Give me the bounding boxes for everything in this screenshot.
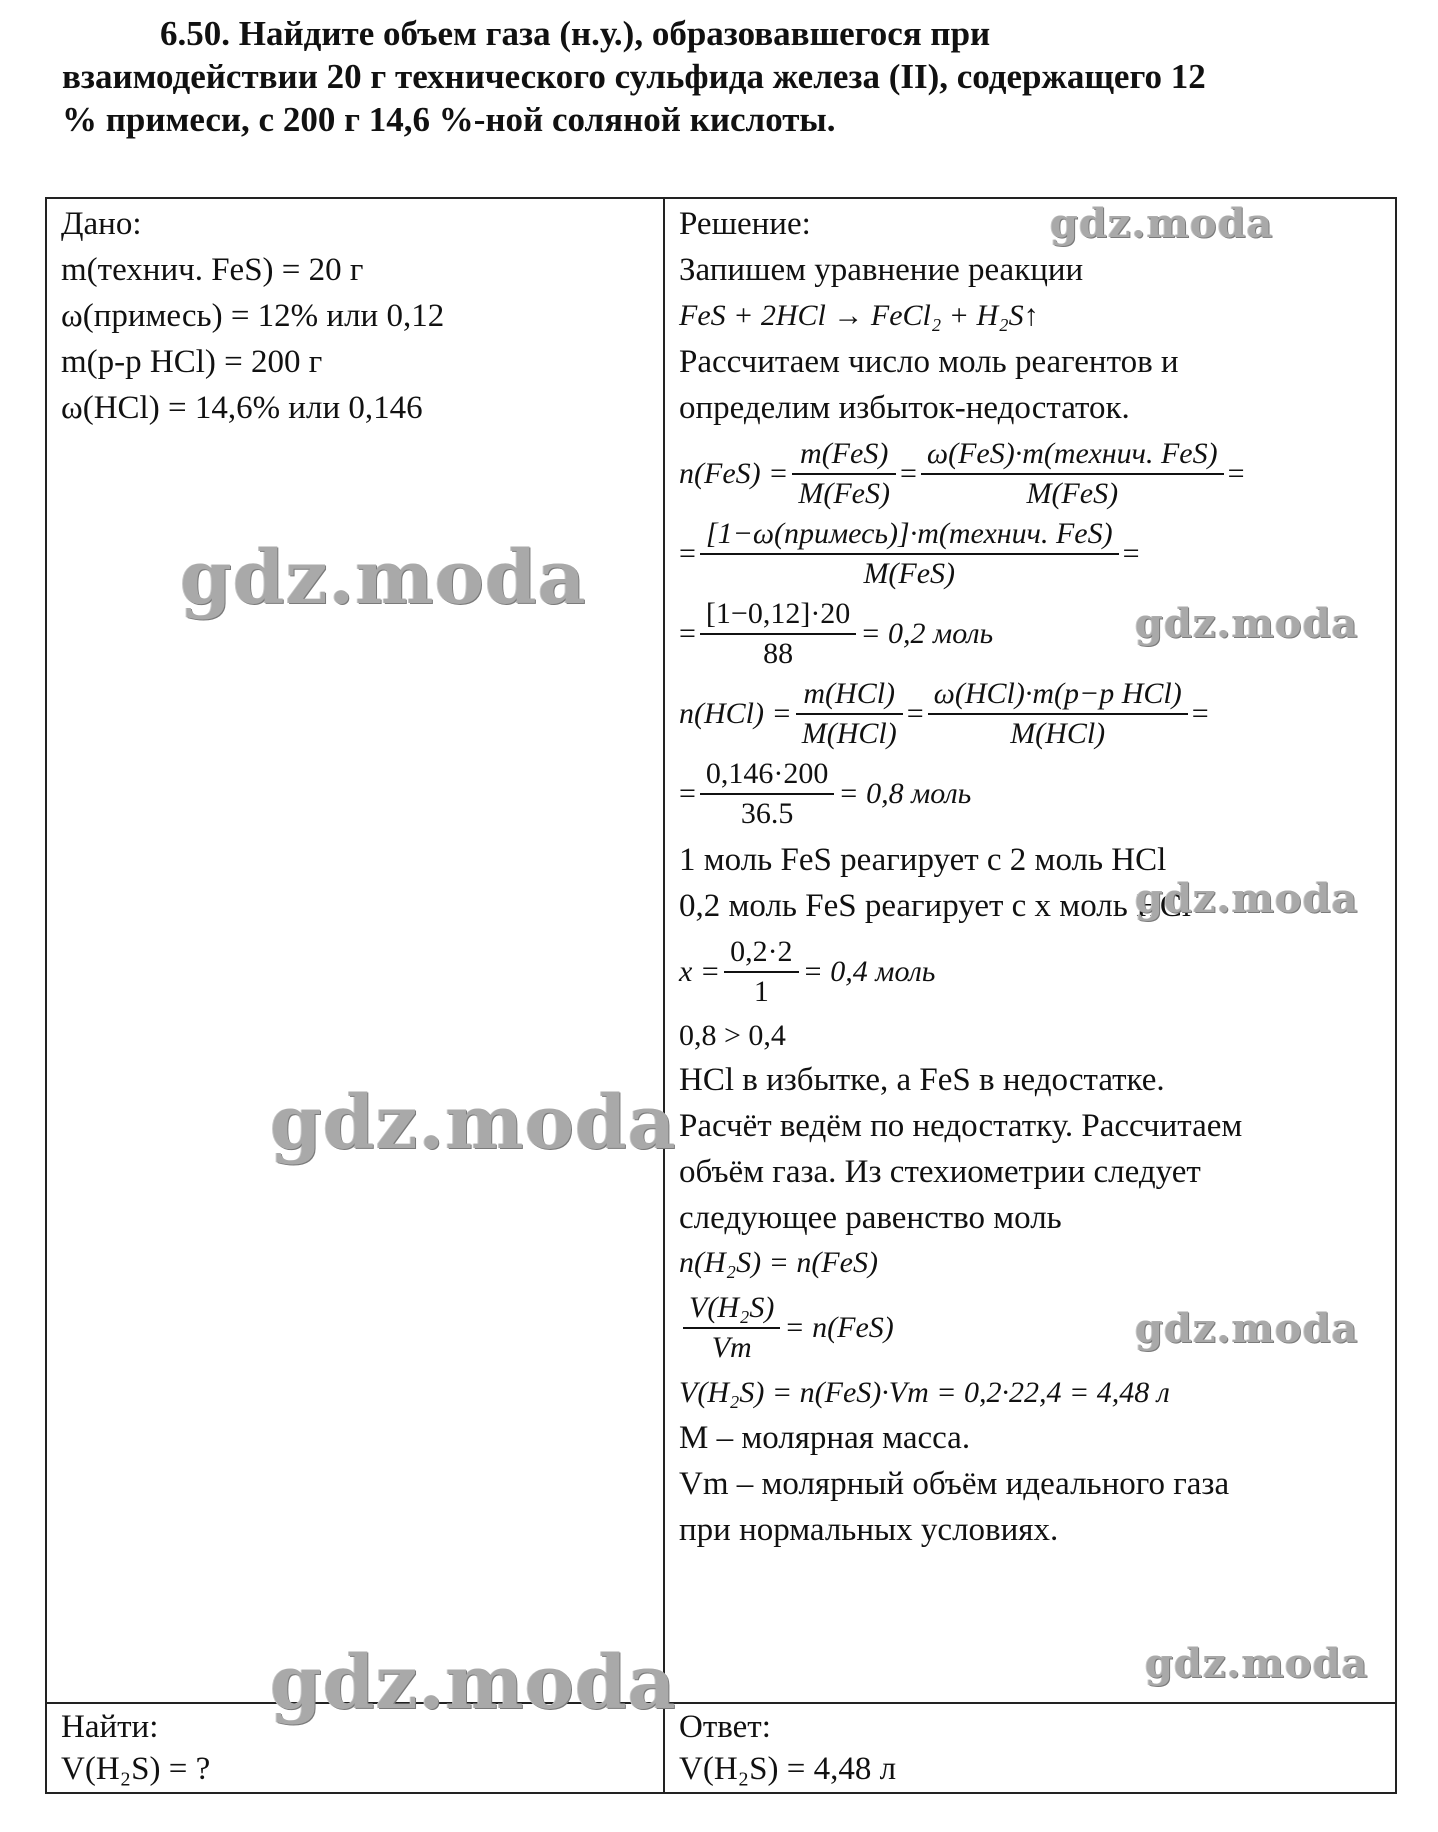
calc-basis-text: Расчёт ведём по недостатку. Рассчитаем bbox=[679, 1108, 1243, 1144]
numerator: [1−0,12]·20 bbox=[700, 597, 856, 635]
watermark-logo: gdz.moda bbox=[180, 535, 587, 621]
numerator: V(H₂S) bbox=[683, 1291, 780, 1329]
calc-basis-text: следующее равенство моль bbox=[679, 1200, 1062, 1236]
answer-value: V(H₂S) = 4,48 л bbox=[679, 1751, 897, 1787]
nfes-lhs: n(FeS) = bbox=[679, 457, 789, 490]
nhcl-result: = 0,8 моль bbox=[838, 777, 972, 810]
numerator: 0,146·200 bbox=[700, 757, 835, 795]
volume-ratio-rhs: = n(FeS) bbox=[784, 1311, 894, 1344]
fraction bbox=[700, 757, 835, 831]
given-line: ω(примесь) = 12% или 0,12 bbox=[61, 298, 445, 334]
legend-molar-mass: M – молярная масса. bbox=[679, 1420, 971, 1456]
fraction bbox=[724, 935, 799, 1009]
given-line: m(р-р HCl) = 200 г bbox=[61, 344, 323, 380]
find-heading: Найти: bbox=[61, 1709, 159, 1745]
watermark-logo: gdz.moda bbox=[1050, 200, 1274, 247]
x-lhs: x = bbox=[679, 955, 721, 988]
watermark-logo: gdz.moda bbox=[1135, 875, 1359, 922]
denominator: 36.5 bbox=[740, 797, 794, 830]
problem-line-1: 6.50. Найдите объем газа (н.у.), образовавшегося при bbox=[160, 14, 991, 53]
comparison: 0,8 > 0,4 bbox=[679, 1019, 786, 1052]
denominator: M(FeS) bbox=[798, 477, 890, 510]
given-line: ω(HCl) = 14,6% или 0,146 bbox=[61, 390, 423, 426]
denominator: 88 bbox=[763, 637, 794, 670]
solution-table bbox=[45, 197, 1397, 1794]
fraction bbox=[796, 677, 903, 751]
given-line: m(технич. FeS) = 20 г bbox=[61, 252, 364, 288]
write-equation-text: Запишем уравнение реакции bbox=[679, 252, 1084, 288]
fraction bbox=[928, 677, 1188, 751]
watermark-logo: gdz.moda bbox=[1145, 1640, 1369, 1687]
ratio-text: 1 моль FeS реагирует с 2 моль HCl bbox=[679, 842, 1167, 878]
solution-cell bbox=[664, 198, 1396, 1703]
legend-molar-volume: Vm – молярный объём идеального газа bbox=[679, 1466, 1230, 1502]
ratio-text: 0,2 моль FeS реагирует с x моль HCl bbox=[679, 888, 1192, 924]
solution-heading: Решение: bbox=[679, 206, 811, 242]
excess-text: HCl в избытке, а FeS в недостатке. bbox=[679, 1062, 1165, 1098]
nfes-result: = 0,2 моль bbox=[860, 617, 994, 650]
problem-line-3: % примеси, с 200 г 14,6 %-ной соляной кислоты. bbox=[62, 100, 836, 139]
fraction bbox=[683, 1291, 780, 1365]
answer-cell bbox=[664, 1703, 1396, 1793]
nfes-equation-3: = $\frac{[1-0,12]\cdot 20}{88}$ = 0,2 моль bbox=[679, 597, 994, 670]
given-cell bbox=[46, 198, 664, 1703]
moles-equality: n(H₂S) = n(FeS) bbox=[679, 1246, 878, 1279]
denominator: 1 bbox=[753, 975, 769, 1008]
fraction bbox=[921, 437, 1224, 511]
watermark-logo: gdz.moda bbox=[1135, 600, 1359, 647]
numerator: ω(HCl)·m(р−р HCl) bbox=[928, 677, 1188, 715]
given-heading: Дано: bbox=[61, 206, 142, 242]
problem-statement bbox=[62, 12, 1392, 141]
nhcl-equation-1: n(HCl) = $\frac{\text{m(HCl)}}{\text{M(HCl)}}$ = $\frac{\text{ω(HCl)·m(р−р HCl)}}{\text{M(HCl)}}$ = bbox=[679, 677, 1209, 750]
legend-molar-volume: при нормальных условиях. bbox=[679, 1512, 1059, 1548]
watermark-logo: gdz.moda bbox=[270, 1640, 677, 1726]
find-value: V(H₂S) = ? bbox=[61, 1751, 211, 1787]
reaction-equation: FeS + 2HCl → FeCl₂ + H₂S↑ bbox=[679, 299, 1039, 332]
denominator: Vm bbox=[711, 1331, 752, 1364]
watermark-logo: gdz.moda bbox=[270, 1080, 677, 1166]
problem-line-2: взаимодействии 20 г технического сульфида железа (II), содержащего 12 bbox=[62, 57, 1206, 96]
fraction bbox=[792, 437, 896, 511]
numerator: m(HCl) bbox=[796, 677, 903, 715]
watermark-logo: gdz.moda bbox=[1135, 1305, 1359, 1352]
denominator: M(FeS) bbox=[863, 557, 956, 590]
calc-moles-text: Рассчитаем число моль реагентов и bbox=[679, 344, 1179, 380]
volume-ratio-equation bbox=[679, 1291, 1381, 1365]
denominator: M(HCl) bbox=[1010, 717, 1106, 750]
numerator: 0,2·2 bbox=[724, 935, 799, 973]
numerator: m(FeS) bbox=[792, 437, 896, 475]
nfes-equation-1: n(FeS) = $\frac{\text{m(FeS)}}{\text{M(FeS)}}$ = $\frac{\text{ω(FeS)·m(технич. FeS)}}{\text{M(FeS)}}$ = bbox=[679, 437, 1245, 510]
numerator: [1−ω(примесь)]·m(технич. FeS) bbox=[700, 517, 1119, 555]
calc-moles-text: определим избыток-недостаток. bbox=[679, 390, 1130, 426]
find-cell bbox=[46, 1703, 664, 1793]
calc-basis-text: объём газа. Из стехиометрии следует bbox=[679, 1154, 1201, 1190]
numerator: ω(FeS)·m(технич. FeS) bbox=[921, 437, 1224, 475]
answer-heading: Ответ: bbox=[679, 1709, 771, 1745]
denominator: M(FeS) bbox=[1026, 477, 1119, 510]
nhcl-lhs: n(HCl) = bbox=[679, 697, 792, 730]
final-volume-equation: V(H₂S) = n(FeS)·Vm = 0,2·22,4 = 4,48 л bbox=[679, 1376, 1170, 1409]
nfes-equation-2: = $\frac{\text{[1−ω(примесь)]·m(технич. FeS)}}{\text{M(FeS)}}$ = bbox=[679, 517, 1140, 590]
nhcl-equation-2: = $\frac{0,146\cdot 200}{36.5}$ = 0,8 моль bbox=[679, 757, 972, 830]
x-equation bbox=[679, 935, 1381, 1009]
fraction bbox=[700, 597, 856, 671]
denominator: M(HCl) bbox=[801, 717, 897, 750]
fraction bbox=[700, 517, 1119, 591]
x-result: = 0,4 моль bbox=[802, 955, 936, 988]
